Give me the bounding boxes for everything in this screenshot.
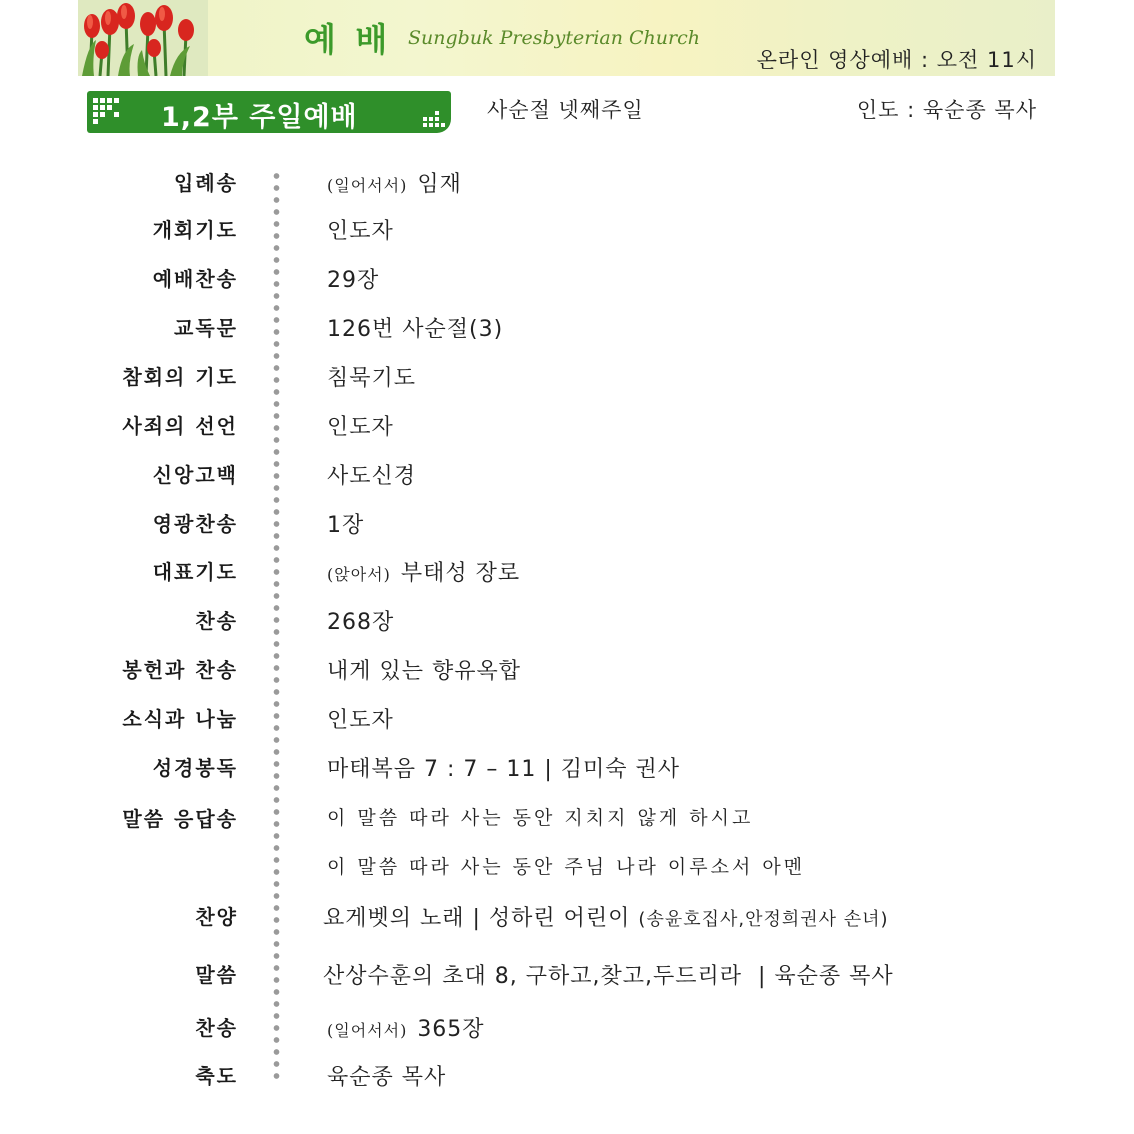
performer-note: (송윤호집사,안정희권사 손녀)	[638, 909, 889, 930]
order-value-text: 부태성 장로	[400, 561, 521, 586]
order-value: 1장	[327, 513, 365, 538]
order-item	[0, 901, 1134, 941]
order-value	[323, 959, 894, 990]
order-value	[323, 901, 889, 932]
response-lyric-line: 이 말씀 따라 사는 동안 지치지 않게 하시고	[327, 807, 754, 829]
service-leader: 인도 : 육순종 목사	[856, 98, 1037, 122]
order-value-text: 요게벳의 노래 | 성하린 어린이	[323, 906, 631, 931]
order-item	[0, 654, 1134, 694]
sermon-title: 산상수훈의 초대 8, 구하고,찾고,두드리라	[323, 964, 742, 989]
preacher: | 육순종 목사	[758, 964, 894, 989]
order-label: 영광찬송	[152, 512, 238, 536]
order-item	[0, 508, 1134, 548]
order-label: 말씀	[195, 963, 238, 987]
posture-note: (앉아서)	[327, 565, 391, 584]
church-name: Sungbuk Presbyterian Church	[408, 27, 700, 49]
header-banner	[78, 0, 1055, 76]
order-label: 사죄의 선언	[122, 414, 238, 438]
order-value-text: 365장	[417, 1017, 485, 1042]
order-value: 사도신경	[327, 464, 417, 489]
order-value: 인도자	[327, 219, 394, 244]
response-lyric-line: 이 말씀 따라 사는 동안 주님 나라 이루소서 아멘	[327, 856, 806, 878]
order-value: 침묵기도	[327, 366, 417, 391]
service-title-bar	[87, 91, 451, 133]
order-value	[327, 556, 520, 587]
order-item	[0, 1012, 1134, 1052]
order-item	[0, 312, 1134, 352]
order-item	[0, 167, 1134, 207]
order-label: 성경봉독	[152, 756, 238, 780]
order-label: 소식과 나눔	[122, 707, 238, 731]
tulip-illustration	[78, 0, 208, 76]
order-item	[0, 752, 1134, 792]
order-value	[327, 1012, 485, 1043]
order-label: 찬양	[195, 905, 238, 929]
order-item	[0, 959, 1134, 999]
order-value: 마태복음 7 : 7 – 11 | 김미숙 권사	[327, 757, 681, 782]
order-item	[0, 1060, 1134, 1100]
order-item	[0, 214, 1134, 254]
order-label: 축도	[195, 1064, 238, 1088]
order-value: 268장	[327, 610, 395, 635]
posture-note: (일어서서)	[327, 1021, 408, 1040]
order-value: 육순종 목사	[327, 1065, 447, 1090]
pixel-corner-icon	[423, 111, 445, 127]
order-value	[327, 167, 462, 198]
order-item	[0, 361, 1134, 401]
order-label: 말씀 응답송	[122, 807, 238, 831]
order-label: 참회의 기도	[122, 365, 238, 389]
order-value: 인도자	[327, 708, 394, 733]
order-label: 봉헌과 찬송	[122, 658, 238, 682]
service-title: 1,2부 주일예배	[161, 102, 358, 133]
order-value: 29장	[327, 268, 380, 293]
order-item	[0, 410, 1134, 450]
order-value: 인도자	[327, 415, 394, 440]
posture-note: (일어서서)	[327, 176, 408, 195]
liturgical-sunday: 사순절 넷째주일	[487, 98, 644, 122]
order-item	[0, 852, 1134, 892]
order-label: 찬송	[195, 1016, 238, 1040]
pixel-grid-icon	[93, 98, 125, 126]
order-value: 126번 사순절(3)	[327, 317, 504, 342]
order-label: 신앙고백	[152, 463, 238, 487]
banner-title: 예 배	[304, 20, 392, 59]
order-label: 찬송	[195, 609, 238, 633]
order-item	[0, 605, 1134, 645]
order-label: 대표기도	[152, 560, 238, 584]
order-item	[0, 803, 1134, 843]
order-value: 내게 있는 향유옥합	[327, 659, 522, 684]
order-label: 교독문	[174, 316, 238, 340]
order-item	[0, 263, 1134, 303]
order-label: 예배찬송	[152, 267, 238, 291]
order-item	[0, 703, 1134, 743]
order-value-text: 임재	[417, 172, 462, 197]
order-label: 개회기도	[152, 218, 238, 242]
order-item	[0, 459, 1134, 499]
order-item	[0, 556, 1134, 596]
online-service-time: 온라인 영상예배 : 오전 11시	[756, 48, 1037, 72]
order-label: 입례송	[174, 171, 238, 195]
